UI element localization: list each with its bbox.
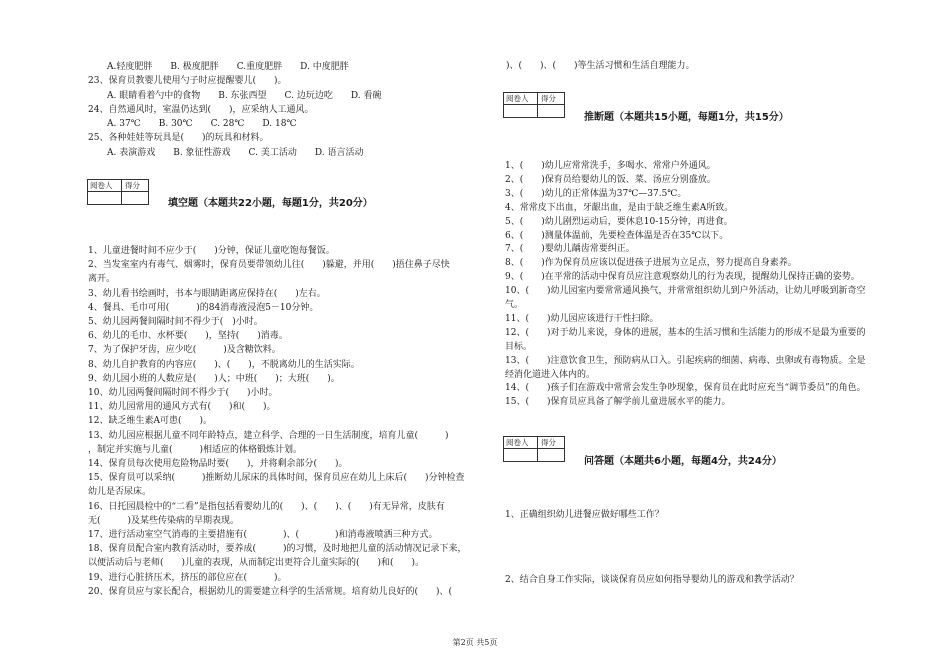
text-line: 气。 (505, 300, 524, 310)
text-line: 9、幼儿园小班的人数应是( )人；中班( )；大班( )。 (88, 373, 340, 384)
text-line: 13、幼儿园应根据儿童不同年龄特点，建立科学、合理的一日生活制度，培育儿童( ) (88, 430, 449, 441)
text-line: 4、餐具、毛巾可用( )的84消毒液浸泡5－10分钟。 (88, 302, 319, 313)
text-line: 5、( )幼儿剧烈运动后，要休息10-15分钟，再进食。 (505, 216, 733, 227)
text-line: 3、( )幼儿的正常体温为37℃—37.5℃。 (505, 188, 687, 199)
text-line: 10、( )幼儿园室内要常常通风换气，并常常组织幼儿到户外活动，让幼儿呼吸到新奇空 (505, 286, 866, 297)
page-footer: 第2页 共5页 (452, 638, 498, 647)
text-line: 1、( )幼儿应常常洗手，多喝水、常常户外通风。 (505, 161, 716, 171)
text-line: A. 表演游戏 B. 象征性游戏 C. 美工活动 D. 语言活动 (107, 148, 364, 158)
text-line: 10、幼儿园两餐间隔时间不得少于( )小时。 (88, 388, 278, 398)
score-box-score-label: 得分 (541, 438, 556, 447)
text-line: 8、( )作为保育员应该以促进孩子进展为立足点，努力提高自身素养。 (505, 258, 797, 269)
score-box-score-label: 得分 (541, 94, 556, 103)
text-line: 目标。 (505, 341, 533, 352)
text-line: 19、进行心脏挤压术，挤压的部位应在( )。 (88, 572, 287, 583)
text-line: 无( )及某些传染病的早期表现。 (88, 515, 240, 526)
text-line: 11、幼儿园常用的通风方式有( )和( )。 (88, 402, 276, 413)
score-box (87, 179, 149, 205)
section-title-judge: 推断题（本题共15小题，每题1分，共15分） (584, 112, 789, 123)
text-line: A. 眼睛看着勺中的食物 B. 东张西望 C. 边玩边吃 D. 看碗 (107, 91, 382, 101)
score-box-grader-label: 阅卷人 (506, 438, 529, 447)
text-line: A.轻度肥胖 B. 极度肥胖 C.重度肥胖 D. 中度肥胖 (107, 62, 349, 72)
text-line: 20、保育员应与家长配合，根据幼儿的需要建立科学的生活常规。培育幼儿良好的( )、( (88, 586, 452, 597)
text-line: 23、保育员教婴儿使用勺子时应提醒婴儿( )。 (88, 76, 287, 86)
score-box (503, 92, 565, 118)
text-line: 13、( )注意饮食卫生，预防病从口入。引起疾病的细菌、病毒、虫卵或有毒物质。全是 (505, 355, 866, 366)
text-line: 24、自然通风时，室温仍达到( )，应采纳人工通风。 (88, 105, 314, 115)
text-line: 15、( )保育员应具备了解学前儿童进展水平的能力。 (505, 397, 731, 408)
text-line: 幼儿是否尿床。 (88, 487, 152, 498)
text-line: 18、保育员配合室内教育活动时，要养成( )的习惯，及时地把儿童的活动情况记录下来， (88, 544, 467, 555)
text-line: 25、各种娃娃等玩具是( )的玩具和材料。 (88, 133, 269, 143)
text-line: 以便活动后与老师( )儿童的表现，从而制定出更符合儿童实际的( )和( )。 (88, 558, 425, 569)
continued-line: )、( )、( )等生活习惯和生活自理能力。 (506, 61, 695, 71)
text-line: 11、( )幼儿园应该进行干性扫除。 (505, 313, 659, 324)
text-line: 15、保育员可以采纳( )推断幼儿尿床的具体时间，保育员应在幼儿上床后( )分钟检查 (88, 473, 465, 484)
text-line: 6、幼儿的毛巾、水杯要( )，坚持( )消毒。 (88, 331, 288, 342)
text-line: 1、儿童进餐时间不应少于( )分钟，保证儿童吃饱每餐饭。 (88, 246, 335, 256)
text-line: 17、进行活动室空气消毒的主要措施有( )、( )和消毒液喷洒三种方式。 (88, 530, 438, 540)
text-line: ，制定并实施与儿童( )相适应的体格锻炼计划。 (88, 444, 303, 455)
text-line: 6、( )测量体温前，先要检查体温是否在35℃以下。 (505, 230, 729, 241)
text-line: 2、当发室室内有毒气、烟雾时，保育员要带领幼儿往( )躲避，并用( )捂住鼻子尽快 (88, 260, 450, 271)
text-line: 16、日托园晨检中的“二看”是指包括看婴幼儿的( )、( )、( )有无异常，皮肤有 (88, 501, 445, 512)
text-line: 9、( )在平常的活动中保育员应注意观察幼儿的行为表现，提醒幼儿保持正确的姿势。 (505, 272, 860, 283)
text-line: 经消化道进入体内的。 (505, 369, 596, 380)
score-box-grader-label: 阅卷人 (90, 181, 113, 190)
section-title-fill: 填空题（本题共22小题，每题1分，共20分） (168, 198, 373, 209)
text-line: A. 37℃ B. 30℃ C. 28℃ D. 18℃ (107, 119, 297, 129)
score-box (503, 436, 565, 462)
text-line: 1、正确组织幼儿进餐应做好哪些工作？ (505, 510, 664, 520)
text-line: 4、常常皮下出血，牙龈出血，是由于缺乏维生素A所致。 (505, 202, 734, 213)
text-line: 8、幼儿自护教育的内容应( )、( )，不脱离幼儿的生活实际。 (88, 359, 360, 370)
text-line: 12、缺乏维生素A可患( )。 (88, 416, 212, 427)
text-line: 12、( )对于幼儿来说，身体的进展，基本的生活习惯和生活能力的形成不是最为重要的 (505, 327, 866, 338)
text-line: 2、结合自身工作实际，谈谈保育员应如何指导婴幼儿的游戏和教学活动？ (505, 575, 799, 585)
text-line: 14、( )孩子们在游戏中常常会发生争吵现象，保育员在此时应充当“调节委员”的角色。 (505, 383, 866, 394)
text-line: 14、保育员每次使用危险物品时要( )，并将剩余部分( )。 (88, 459, 348, 469)
text-line: 7、为了保护牙齿，应少吃( )及含糖饮料。 (88, 345, 281, 356)
text-line: 7、( )婴幼儿龋齿常要纠正。 (505, 244, 635, 255)
section-title-qa: 问答题（本题共6小题，每题4分，共24分） (584, 456, 782, 467)
text-line: 3、幼儿看书绘画时，书本与眼睛距离应保持在( )左右。 (88, 288, 326, 299)
score-box-score-label: 得分 (125, 181, 140, 190)
text-line: 离开。 (88, 274, 116, 285)
text-line: 2、( )保育员给婴幼儿的饭、菜、汤应分别盛放。 (505, 174, 716, 185)
score-box-grader-label: 阅卷人 (506, 94, 529, 103)
text-line: 5、幼儿园两餐间隔时间不得少于( )小时。 (88, 317, 263, 327)
